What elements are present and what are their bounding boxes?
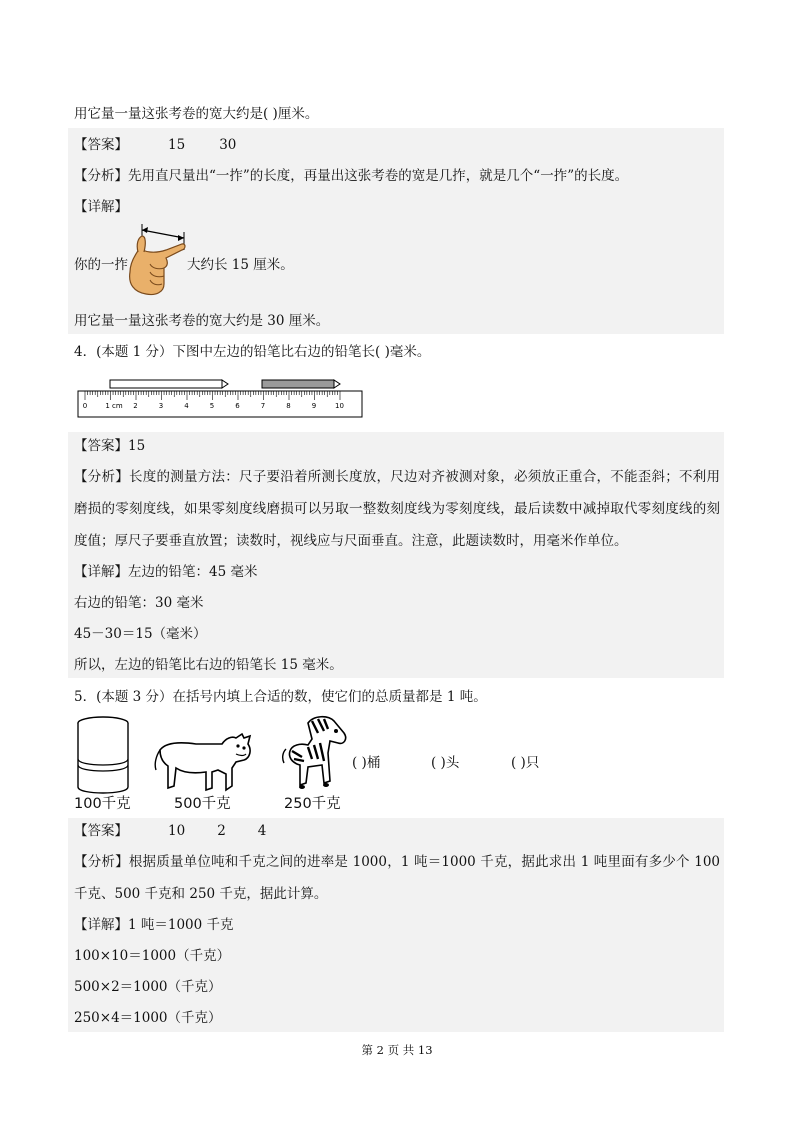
q5-detail-line-1 xyxy=(74,916,234,934)
answer-value: 30 xyxy=(219,137,237,153)
q3-analysis xyxy=(74,167,628,185)
zebra-icon xyxy=(278,713,350,793)
answer-label: 【答案】 xyxy=(74,823,128,839)
analysis-label: 【分析】 xyxy=(74,168,128,184)
answer-value: 10 xyxy=(168,823,186,839)
ruler-with-pencils xyxy=(76,374,366,424)
ruler-label: 5 xyxy=(209,402,215,410)
q4-detail-line-3: 45－30＝15（毫米） xyxy=(74,626,207,642)
q4-detail-line-4: 所以，左边的铅笔比右边的铅笔长 15 毫米。 xyxy=(74,657,343,673)
analysis-text: 长度的测量方法：尺子要沿着所测长度放，尺边对齐被测对象，必须放正重合，不能歪斜；不利用磨损的零刻度线，如果零刻度线磨损可以另取一整数刻度线为零刻度线，最后读数中减掉取代零刻度线的刻度值；厚尺子要垂直放置；读数时，视线应与尺面垂直。注意，此题读数时，用毫米作单位。 xyxy=(74,469,720,549)
bucket-caption: 100千克 xyxy=(74,796,131,812)
detail-label: 【详解】 xyxy=(74,564,128,580)
ruler-label: 3 xyxy=(158,402,164,410)
zebra-caption: 250千克 xyxy=(284,796,341,812)
q4-detail-line-1 xyxy=(74,563,257,581)
detail-text: 左边的铅笔：45 毫米 xyxy=(128,564,258,580)
detail-text: 1 吨＝1000 千克 xyxy=(128,917,234,933)
q3-answer xyxy=(74,136,236,154)
q5-stem: 5．(本题 3 分）在括号内填上合适的数，使它们的总质量都是 1 吨。 xyxy=(74,689,487,705)
ruler-label: 8 xyxy=(286,402,291,410)
ruler-label: 0 xyxy=(82,402,88,410)
q5-answer xyxy=(74,822,266,840)
analysis-text: 根据质量单位吨和千克之间的进率是 1000，1 吨＝1000 千克，据此求出 1 吨里面有多少个 100 千克、500 千克和 250 千克，据此计算。 xyxy=(74,854,721,902)
q5-detail-line-3: 500×2＝1000（千克） xyxy=(74,979,222,995)
ruler-label: 9 xyxy=(311,402,317,410)
answer-value: 15 xyxy=(128,438,146,454)
analysis-text: 先用直尺量出“一拃”的长度，再量出这张考卷的宽是几拃，就是几个“一拃”的长度。 xyxy=(128,168,629,184)
ruler-label: 1 cm xyxy=(105,402,123,410)
q4-detail-line-2: 右边的铅笔：30 毫米 xyxy=(74,595,204,611)
analysis-label: 【分析】 xyxy=(74,854,129,870)
ruler-label: 2 xyxy=(133,402,138,410)
ruler-label: 10 xyxy=(335,402,344,410)
answer-label: 【答案】 xyxy=(74,438,128,454)
detail-label: 【详解】 xyxy=(74,917,128,933)
analysis-label: 【分析】 xyxy=(74,469,129,485)
q3-stem-tail: 用它量一量这张考卷的宽大约是( )厘米。 xyxy=(74,106,319,122)
q4-stem: 4．(本题 1 分）下图中左边的铅笔比右边的铅笔长( )毫米。 xyxy=(74,344,431,360)
ruler-label: 6 xyxy=(235,402,240,410)
q5-blank-cow: ( )头 xyxy=(431,755,460,771)
answer-value: 4 xyxy=(257,823,267,839)
ruler-label: 7 xyxy=(260,402,266,410)
right-pencil xyxy=(262,380,340,388)
left-pencil xyxy=(110,380,228,388)
q3-hand-right-text: 大约长 15 厘米。 xyxy=(187,257,294,273)
bucket-icon xyxy=(74,715,132,795)
hand-span-illustration xyxy=(124,222,188,298)
q5-detail-line-2: 100×10＝1000（千克） xyxy=(74,948,231,964)
q5-blank-bucket: ( )桶 xyxy=(352,755,381,771)
q4-answer xyxy=(74,437,145,455)
page-footer: 第 2 页 共 13 xyxy=(361,1043,433,1057)
q4-analysis xyxy=(74,461,720,557)
cow-icon xyxy=(152,724,254,796)
answer-label: 【答案】 xyxy=(74,137,128,153)
q3-detail-label: 【详解】 xyxy=(74,199,128,215)
q5-analysis xyxy=(74,846,720,910)
q5-blank-zebra: ( )只 xyxy=(511,755,540,771)
cow-caption: 500千克 xyxy=(174,796,231,812)
q5-detail-line-4: 250×4＝1000（千克） xyxy=(74,1010,222,1026)
q3-hand-left-text: 你的一拃 xyxy=(74,257,128,273)
answer-value: 15 xyxy=(168,137,186,153)
ruler-label: 4 xyxy=(184,402,189,410)
q3-detail-last: 用它量一量这张考卷的宽大约是 30 厘米。 xyxy=(74,313,330,329)
answer-value: 2 xyxy=(217,823,226,839)
